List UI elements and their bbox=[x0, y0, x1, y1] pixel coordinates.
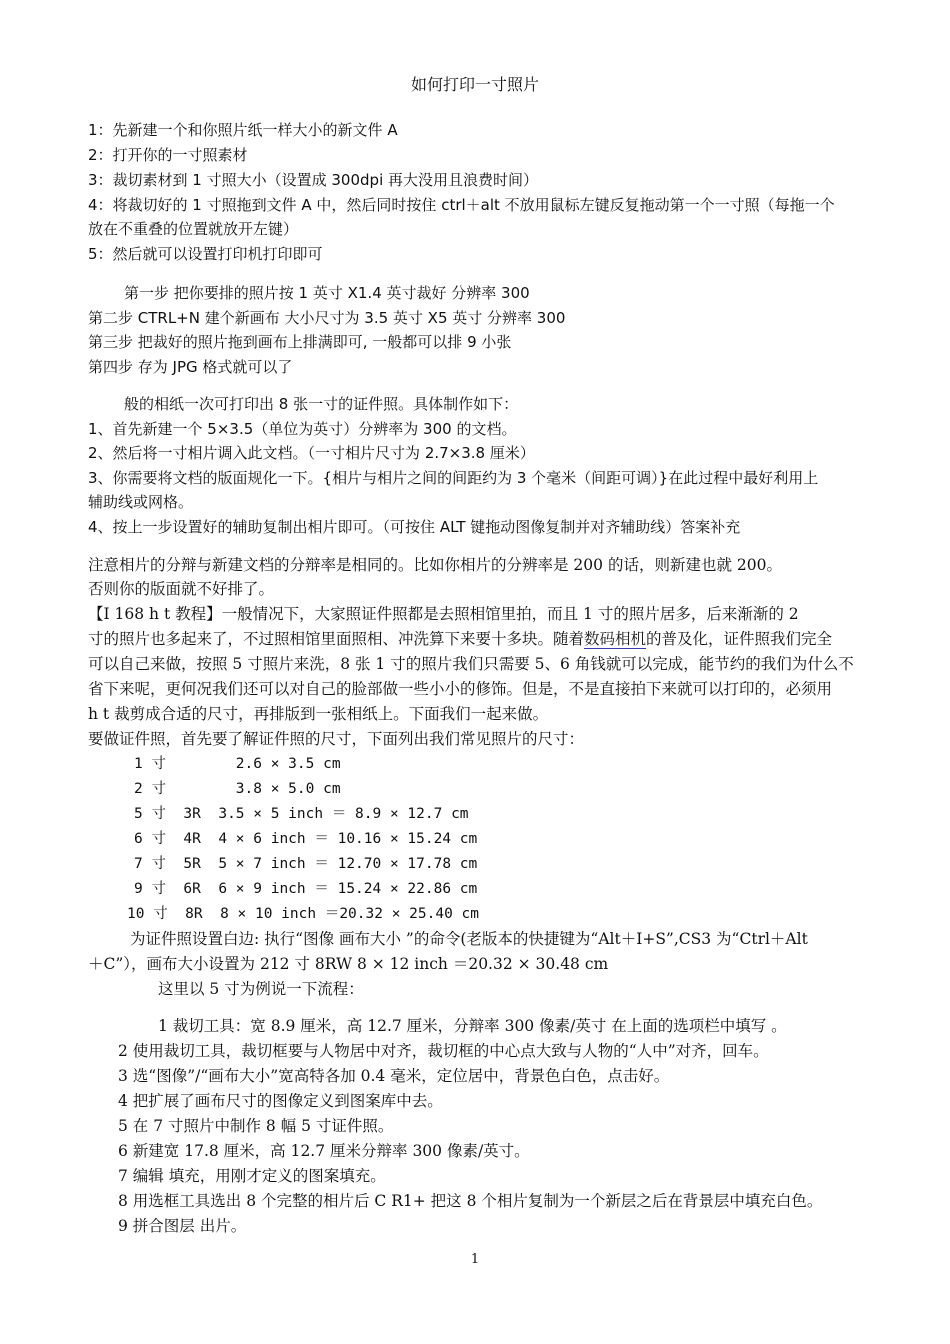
step-a-2: 2：打开你的一寸照素材 bbox=[88, 146, 248, 164]
step-b-2: 第二步 CTRL+N 建个新画布 大小尺寸为 3.5 英寸 X5 英寸 分辨率 300 bbox=[88, 309, 566, 327]
white-border-line-2: ＋C”），画布大小设置为 212 寸 8RW 8 × 12 inch ＝20.32 × 30.48 cm bbox=[88, 955, 609, 973]
step-c-1: 1、首先新建一个 5×3.5（单位为英寸）分辨率为 300 的文档。 bbox=[88, 420, 517, 438]
flow-step-8: 8 用选框工具选出 8 个完整的相片后 C R1+ 把这 8 个相片复制为一个新层之后在背景层中填充白色。 bbox=[118, 1192, 823, 1210]
step-c-2: 2、然后将一寸相片调入此文档。（一寸相片尺寸为 2.7×3.8 厘米） bbox=[88, 444, 535, 462]
para-line-4: 省下来呢，更何况我们还可以对自己的脸部做一些小小的修饰。但是，不是直接拍下来就可以打印的，必须用 bbox=[88, 680, 833, 698]
page-title: 如何打印一寸照片 bbox=[410, 75, 539, 94]
size-row: 5 寸 3R 3.5 × 5 inch ＝ 8.9 × 12.7 cm bbox=[134, 806, 469, 822]
flow-step-6: 6 新建宽 17.8 厘米，高 12.7 厘米分辩率 300 像素/英寸。 bbox=[118, 1142, 530, 1160]
size-row: 9 寸 6R 6 × 9 inch ＝ 15.24 × 22.86 cm bbox=[134, 881, 478, 897]
flow-step-1: 1 裁切工具：宽 8.9 厘米，高 12.7 厘米，分辩率 300 像素/英寸 在上面的选项栏中填写 。 bbox=[158, 1017, 787, 1035]
flow-step-3: 3 选“图像”/“画布大小”宽高特各加 0.4 毫米，定位居中，背景色白色，点击好。 bbox=[118, 1067, 670, 1085]
step-a-5: 5：然后就可以设置打印机打印即可 bbox=[88, 245, 323, 263]
step-a-4: 4：将裁切好的 1 寸照拖到文件 A 中，然后同时按住 ctrl＋alt 不放用鼠标左键反复拖动第一个一寸照（每拖一个 bbox=[88, 196, 835, 214]
step-c-4: 4、按上一步设置好的辅助复制出相片即可。（可按住 ALT 键拖动图像复制并对齐辅助线）答案补充 bbox=[88, 518, 741, 536]
flow-step-2: 2 使用裁切工具，裁切框要与人物居中对齐，裁切框的中心点大致与人物的“人中”对齐，回车。 bbox=[118, 1042, 769, 1060]
para-line-2-end: 的普及化，证件照我们完全 bbox=[646, 630, 833, 648]
step-c-3: 3、你需要将文档的版面规化一下。{相片与相片之间的间距约为 3 个毫米（间距可调）}在此过程中最好利用上 bbox=[88, 469, 819, 487]
flow-step-5: 5 在 7 寸照片中制作 8 幅 5 寸证件照。 bbox=[118, 1117, 394, 1135]
para-line-2 bbox=[88, 629, 832, 649]
step-a-4-cont: 放在不重叠的位置就放开左键） bbox=[88, 220, 299, 238]
digital-camera-link[interactable]: 数码相机 bbox=[584, 630, 647, 648]
size-row: 10 寸 8R 8 × 10 inch ＝20.32 × 25.40 cm bbox=[127, 906, 480, 922]
size-row: 6 寸 4R 4 × 6 inch ＝ 10.16 × 15.24 cm bbox=[134, 831, 478, 847]
size-row: 7 寸 5R 5 × 7 inch ＝ 12.70 × 17.78 cm bbox=[134, 856, 478, 872]
size-row: 2 寸 3.8 × 5.0 cm bbox=[134, 781, 341, 797]
step-b-1: 第一步 把你要排的照片按 1 英寸 X1.4 英寸裁好 分辨率 300 bbox=[124, 284, 530, 302]
step-b-4: 第四步 存为 JPG 格式就可以了 bbox=[88, 358, 293, 376]
para-line-1: 【I 168 h t 教程】一般情况下，大家照证件照都是去照相馆里拍，而且 1 寸的照片居多，后来渐渐的 2 bbox=[88, 605, 799, 623]
step-b-3: 第三步 把裁好的照片拖到画布上排满即可, 一般都可以排 9 小张 bbox=[88, 333, 512, 351]
step-a-3: 3：裁切素材到 1 寸照大小（设置成 300dpi 再大没用且浪费时间） bbox=[88, 171, 539, 189]
flow-step-4: 4 把扩展了画布尺寸的图像定义到图案库中去。 bbox=[118, 1092, 443, 1110]
para-line-3: 可以自己来做，按照 5 寸照片来洗，8 张 1 寸的照片我们只需要 5、6 角钱就可以完成，能节约的我们为什么不 bbox=[88, 655, 854, 673]
para-line-2-text: 寸的照片也多起来了，不过照相馆里面照相、冲洗算下来要十多块。随着 bbox=[88, 630, 585, 648]
para-line-5: h t 裁剪成合适的尺寸，再排版到一张相纸上。下面我们一起来做。 bbox=[88, 705, 549, 723]
size-row: 1 寸 2.6 × 3.5 cm bbox=[134, 756, 341, 772]
white-border-line-1: 为证件照设置白边: 执行“图像 画布大小 ”的命令(老版本的快捷键为“Alt＋I+S”,CS3 为“Ctrl＋Alt bbox=[130, 930, 808, 948]
note-line-1: 注意相片的分辩与新建文档的分辩率是相同的。比如你相片的分辨率是 200 的话，则新建也就 200。 bbox=[88, 556, 782, 574]
step-c-intro: 般的相纸一次可打印出 8 张一寸的证件照。具体制作如下： bbox=[124, 395, 519, 413]
step-c-3-cont: 辅助线或网格。 bbox=[88, 493, 194, 511]
step-a-1: 1：先新建一个和你照片纸一样大小的新文件 A bbox=[88, 121, 398, 139]
flow-step-7: 7 编辑 填充，用刚才定义的图案填充。 bbox=[118, 1167, 386, 1185]
para-line-6: 要做证件照，首先要了解证件照的尺寸，下面列出我们常见照片的尺寸： bbox=[88, 730, 585, 748]
white-border-line-3: 这里以 5 寸为例说一下流程： bbox=[158, 980, 364, 998]
note-line-2: 否则你的版面就不好排了。 bbox=[88, 580, 275, 598]
page-number: 1 bbox=[470, 1252, 480, 1267]
flow-step-9: 9 拼合图层 出片。 bbox=[118, 1217, 247, 1235]
